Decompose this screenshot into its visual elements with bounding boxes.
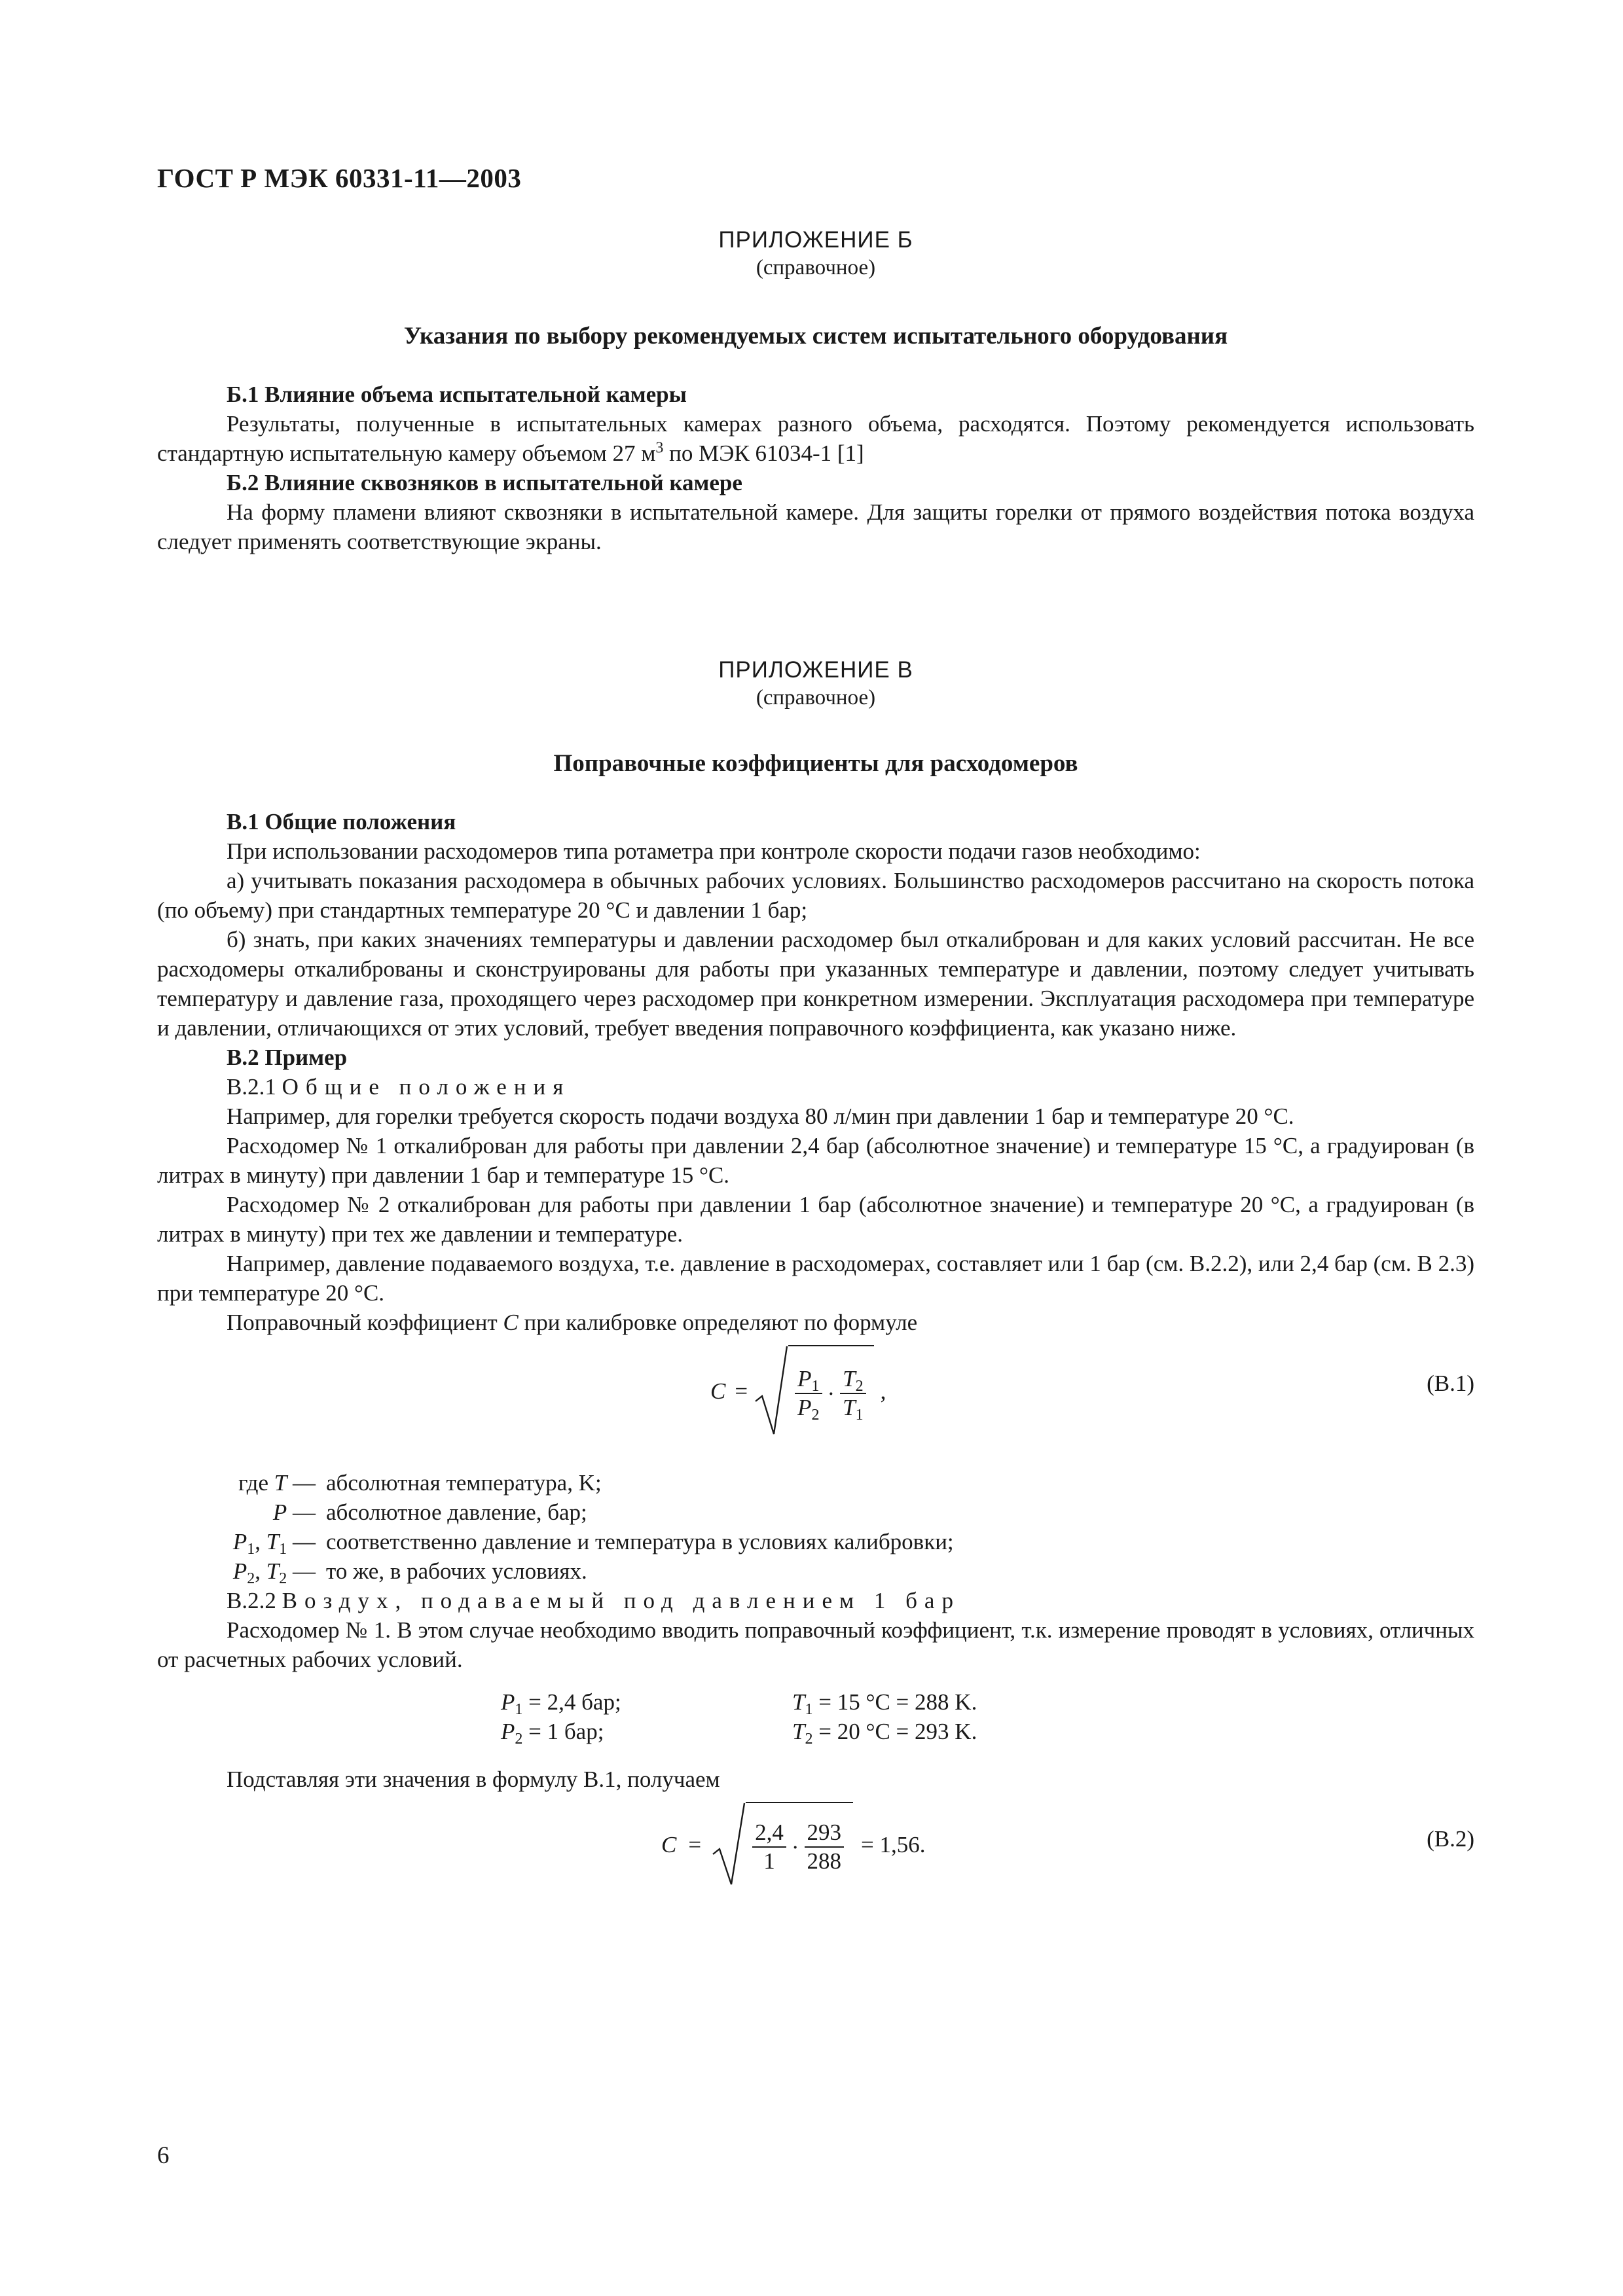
page-number: 6: [157, 2142, 170, 2169]
section-b1-title: Б.1 Влияние объема испытательной камеры: [227, 382, 687, 407]
sub: 1: [247, 1541, 255, 1558]
legend-var-t2: T: [266, 1558, 280, 1584]
legend-var-t: Т: [274, 1470, 287, 1496]
section-v22-title: [157, 1586, 1474, 1615]
val-p1: = 2,4 бар;: [522, 1689, 621, 1715]
legend-row-p: [157, 1498, 1474, 1527]
multiply-dot: ·: [827, 1380, 835, 1407]
section-v22-p2: Подставляя эти значения в формулу В.1, получаем: [227, 1767, 720, 1792]
frac-b-num: 293: [805, 1819, 845, 1848]
formula-v2: [157, 1798, 1474, 1896]
section-v1-p3: б) знать, при каких значениях температуры и давлении расходомер был откалиброван и для каких условий рассчитан. Не все расходомеры откалиброваны и сконструированы для работы при указанных температуре и давлении, поэтому следует учитывать температуру и давление газа, проходящего через расходомер при конкретном измерении. Эксплуатация расходомера при температуре и давлении, отличающихся от этих условий, требует введения поправочного коэффициента, как указано ниже.: [157, 927, 1474, 1041]
sub: 2: [805, 1731, 813, 1748]
sub: 1: [515, 1701, 523, 1718]
legend-var-p1: P: [232, 1529, 247, 1554]
legend-dash: —: [287, 1470, 316, 1496]
legend-var-t1: T: [266, 1529, 280, 1554]
annex-v-heading: Поправочные коэффициенты для расходомеров: [553, 750, 1078, 777]
fraction-a: [752, 1819, 786, 1875]
values-row-1: [157, 1687, 1474, 1717]
formula-v2-result: = 1,56.: [861, 1831, 926, 1857]
var-t1: T: [843, 1395, 856, 1420]
formula-v1-radicand: [788, 1345, 874, 1437]
legend-text-p2-t2: то же, в рабочих условиях.: [326, 1558, 587, 1584]
section-b2-title: Б.2 Влияние сквозняков в испытательной камере: [227, 470, 742, 495]
sqrt-sign-icon: [712, 1802, 746, 1887]
legend-dash: —: [287, 1558, 316, 1584]
sub: 2: [247, 1570, 255, 1587]
var-p1: P: [797, 1366, 812, 1391]
p5-text-a: Поправочный коэффициент: [227, 1310, 503, 1335]
section-v2-title: В.2 Пример: [227, 1045, 348, 1070]
sub-p1: 1: [811, 1378, 820, 1395]
formula-v1-radical: [754, 1345, 874, 1437]
formula-v1-lhs: С: [710, 1378, 726, 1404]
val-t2: = 20 °С = 293 K.: [812, 1719, 977, 1744]
section-b1-text-b: по МЭК 61034-1 [1]: [663, 440, 864, 466]
sub-p2: 2: [811, 1407, 820, 1424]
legend-dash: —: [287, 1529, 316, 1554]
section-b2-text: На форму пламени влияют сквозняки в испытательной камере. Для защиты горелки от прямого воздействия потока воздуха следует применять соответствующие экраны.: [157, 499, 1474, 554]
p5-text-b: при калибровке определяют по формуле: [518, 1310, 918, 1335]
formula-v2-radical: [712, 1802, 853, 1887]
legend-dash: —: [287, 1499, 316, 1525]
section-v1-p1: При использовании расходомеров типа ротаметра при контроле скорости подачи газов необходимо:: [227, 838, 1201, 864]
section-v21-p2: Расходомер № 1 откалиброван для работы при давлении 2,4 бар (абсолютное значение) и температуре 15 °С, а градуирован (в литрах в минуту) при давлении 1 бар и температуре 15 °С.: [157, 1133, 1474, 1188]
val-t1: = 15 °С = 288 K.: [812, 1689, 977, 1715]
sub-t1: 1: [855, 1407, 864, 1424]
annex-v-header: [157, 656, 1474, 711]
document-id: ГОСТ Р МЭК 60331-11—2003: [157, 163, 522, 193]
formula-v2-radicand: [746, 1802, 853, 1887]
section-b1-text: [157, 409, 1474, 468]
legend-row-p2-t2: [157, 1556, 1474, 1586]
legend-var-p2: P: [232, 1558, 247, 1584]
formula-v2-number: (В.2): [1427, 1826, 1474, 1852]
val-var-t2: T: [792, 1719, 805, 1744]
section-v1-title: В.1 Общие положения: [227, 809, 456, 834]
sqrt-sign-icon: [754, 1345, 788, 1437]
annex-b-header: [157, 226, 1474, 281]
annex-b-heading: Указания по выбору рекомендуемых систем испытательного оборудования: [403, 323, 1228, 350]
frac-b-den: 288: [807, 1848, 842, 1874]
section-v21-title: [157, 1072, 1474, 1102]
frac-a-num: 2,4: [752, 1819, 786, 1848]
legend-where: где: [238, 1470, 274, 1496]
section-v21-p4: Например, давление подаваемого воздуха, т.е. давление в расходомерах, составляет или 1 бар (см. В.2.2), или 2,4 бар (см. В 2.3) при температуре 20 °С.: [157, 1251, 1474, 1306]
frac-a-den: 1: [763, 1848, 775, 1874]
formula-v2-equals: =: [688, 1831, 702, 1857]
formula-v1-number: (В.1): [1427, 1371, 1474, 1396]
page-content: [157, 226, 1474, 1896]
legend-text-t: абсолютная температура, K;: [326, 1470, 602, 1496]
annex-b-subtitle: (справочное): [756, 256, 876, 279]
section-v22-label: Воздух, подаваемый под давлением 1 бар: [282, 1588, 960, 1613]
legend-text-p1-t1: соответственно давление и температура в условиях калибровки;: [326, 1529, 954, 1554]
sub-t2: 2: [855, 1378, 864, 1395]
fraction-t: [840, 1365, 866, 1422]
legend-row-p1-t1: [157, 1527, 1474, 1556]
val-var-p2: P: [501, 1719, 515, 1744]
section-v1-p2: а) учитывать показания расходомера в обычных рабочих условиях. Большинство расходомеров рассчитано на скорость потока (по объему) при стандартных температуре 20 °С и давлении 1 бар;: [157, 868, 1474, 923]
formula-v1-body: [710, 1345, 886, 1437]
values-row-2: [157, 1717, 1474, 1746]
val-p2: = 1 бар;: [522, 1719, 604, 1744]
annex-v-subtitle: (справочное): [756, 686, 876, 709]
fraction-p: [795, 1365, 822, 1422]
sub: 1: [279, 1541, 287, 1558]
p5-variable: С: [503, 1310, 519, 1335]
section-b1-text-a: Результаты, полученные в испытательных камерах разного объема, расходятся. Поэтому рекомендуется использовать стандартную испытательную камеру объемом 27 м: [157, 411, 1474, 466]
var-p2: P: [797, 1395, 812, 1420]
values-block: [157, 1687, 1474, 1746]
annex-v-title: ПРИЛОЖЕНИЕ В: [718, 657, 913, 683]
section-v21-number: В.2.1: [227, 1074, 276, 1100]
sep: ,: [255, 1529, 266, 1554]
formula-legend: [157, 1468, 1474, 1586]
unit-superscript: 3: [655, 439, 664, 457]
formula-v1-comma: ,: [880, 1378, 886, 1404]
section-v21-p5: [157, 1308, 1474, 1337]
multiply-dot: ·: [791, 1834, 799, 1860]
section-v21-label: Общие положения: [282, 1074, 571, 1100]
formula-v1-equals: =: [735, 1378, 748, 1404]
val-var-p1: P: [501, 1689, 515, 1715]
sub: 1: [805, 1701, 813, 1718]
sep: ,: [255, 1558, 266, 1584]
sub: 2: [279, 1570, 287, 1587]
annex-b-title: ПРИЛОЖЕНИЕ Б: [718, 227, 913, 253]
formula-v2-lhs: С: [661, 1831, 677, 1857]
var-t2: T: [843, 1366, 856, 1391]
val-var-t1: T: [792, 1689, 805, 1715]
sub: 2: [515, 1731, 523, 1748]
section-v22-p1: Расходомер № 1. В этом случае необходимо вводить поправочный коэффициент, т.к. измерение проводят в условиях, отличных от расчетных рабочих условий.: [157, 1617, 1474, 1672]
formula-v2-body: [661, 1802, 926, 1887]
legend-text-p: абсолютное давление, бар;: [326, 1499, 587, 1525]
legend-var-p: Р: [272, 1499, 287, 1525]
legend-row-t: [157, 1468, 1474, 1498]
fraction-b: [805, 1819, 845, 1875]
section-v22-number: В.2.2: [227, 1588, 276, 1613]
section-v21-p1: Например, для горелки требуется скорость подачи воздуха 80 л/мин при давлении 1 бар и температуре 20 °С.: [227, 1103, 1294, 1129]
section-v21-p3: Расходомер № 2 откалиброван для работы при давлении 1 бар (абсолютное значение) и температуре 20 °С, а градуирован (в литрах в минуту) при тех же давлении и температуре.: [157, 1192, 1474, 1247]
formula-v1: [157, 1337, 1474, 1455]
